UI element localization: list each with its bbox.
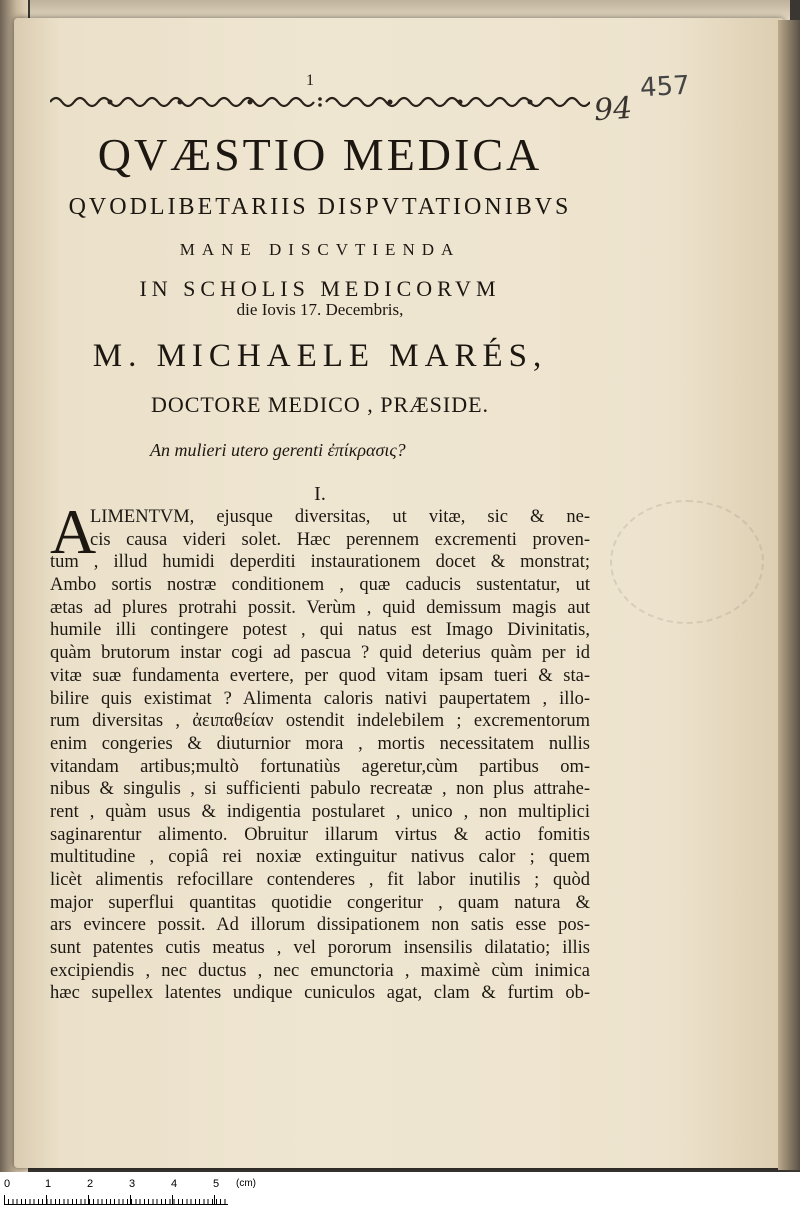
scale-mark: 1: [45, 1178, 52, 1190]
scale-unit: (cm): [236, 1178, 256, 1189]
text-line: major superflui quantitas quotidie congeritur , quam natura &: [50, 892, 590, 913]
scale-mark: 4: [171, 1178, 178, 1190]
text-line: nibus & singulis , si sufficienti pabulo recreatæ , non plus attrahe-: [50, 779, 590, 800]
library-stamp-faint: [610, 500, 764, 624]
text-line: ætas ad plures protrahi possit. Verùm , quid demissum magis aut: [50, 597, 590, 618]
title-line-2: QVODLIBETARIIS DISPVTATIONIBVS: [68, 194, 572, 220]
text-line: quàm brutorum instar cogi ad pascua ? quid deterius quàm per id: [50, 643, 590, 664]
text-line: saginarentur alimento. Obruitur illarum virtus & actio fomitis: [50, 824, 590, 845]
text-line: rent , quàm usus & indigentia postularet , unico , non multiplici: [50, 801, 590, 822]
title-line-7: DOCTORE MEDICO , PRÆSIDE.: [150, 392, 490, 417]
text-line: sunt patentes cutis meatus , vel pororum insensilis dilatatio; illis: [50, 938, 590, 959]
handwritten-folio-457: 457: [639, 70, 691, 104]
thesis-question: An mulieri utero gerenti ἐπίκρασις?: [150, 440, 406, 460]
scale-mark: 0: [4, 1178, 11, 1190]
title-line-3: MANE DISCVTIENDA: [179, 240, 461, 259]
text-line: licèt alimentis refocillare contenderes , fit labor inutilis ; quòd: [50, 870, 590, 890]
title-line-5: die Iovis 17. Decembris,: [236, 300, 404, 319]
title-line-1: QVÆSTIO MEDICA: [97, 129, 543, 180]
text-line: multitudine , copiâ rei noxiæ extinguitur nativus calor ; quem: [50, 847, 590, 868]
title-line-6: M. MICHAELE MARÉS,: [92, 338, 548, 374]
body-text: [50, 506, 590, 1005]
drop-cap: A: [50, 496, 97, 567]
text-line: hæc supellex latentes undique cuniculos agat, clam & furtim ob-: [50, 983, 590, 1004]
text-line: LIMENTVM, ejusque diversitas, ut vitæ, sic & ne-: [90, 507, 590, 527]
book-fore-edge: [778, 20, 800, 1170]
centimeter-scale: [4, 1178, 254, 1208]
text-line: rum diversitas , ἀειπαθείαν ostendit indelebilem ; excrementorum: [50, 711, 590, 732]
page-number: 1: [306, 72, 314, 89]
text-line: Ambo sortis nostræ conditionem , quæ caducis sustentatur, ut: [50, 575, 590, 596]
text-line: enim congeries & diuturnior mora , mortis necessitatem nullis: [50, 733, 590, 754]
scale-mark: 2: [87, 1178, 94, 1190]
section-number: I.: [314, 483, 326, 505]
text-line: excipiendis , nec ductus , nec emunctoria , maximè cùm inimica: [50, 960, 590, 981]
text-line: vitandam artibus;multò fortunatiùs ageretur,cùm partibus om-: [50, 756, 590, 777]
text-line: bilire quis existimat ? Alimenta caloris nativi paupertatem , illo-: [50, 688, 590, 709]
text-line: tum , illud humidi deperditi instaurationem docet & monstrat;: [50, 552, 590, 573]
text-line: cis causa videri solet. Hæc perennem excrementi proven-: [90, 529, 590, 550]
handwritten-folio-94: 94: [592, 90, 634, 129]
text-line: ars evincere possit. Ad illorum dissipationem non satis esse pos-: [50, 915, 590, 936]
scale-ruler: [4, 1195, 228, 1205]
scale-mark: 5: [213, 1178, 220, 1190]
text-line: vitæ suæ fundamenta evertere, per quod vitam ipsam tueri & sta-: [50, 665, 590, 686]
scale-mark: 3: [129, 1178, 136, 1190]
text-line: humile illi contingere potest , qui natus est Imago Divinitatis,: [50, 620, 590, 641]
decorative-ornament-band: [50, 94, 590, 110]
title-line-4: IN SCHOLIS MEDICORVM: [139, 276, 501, 301]
